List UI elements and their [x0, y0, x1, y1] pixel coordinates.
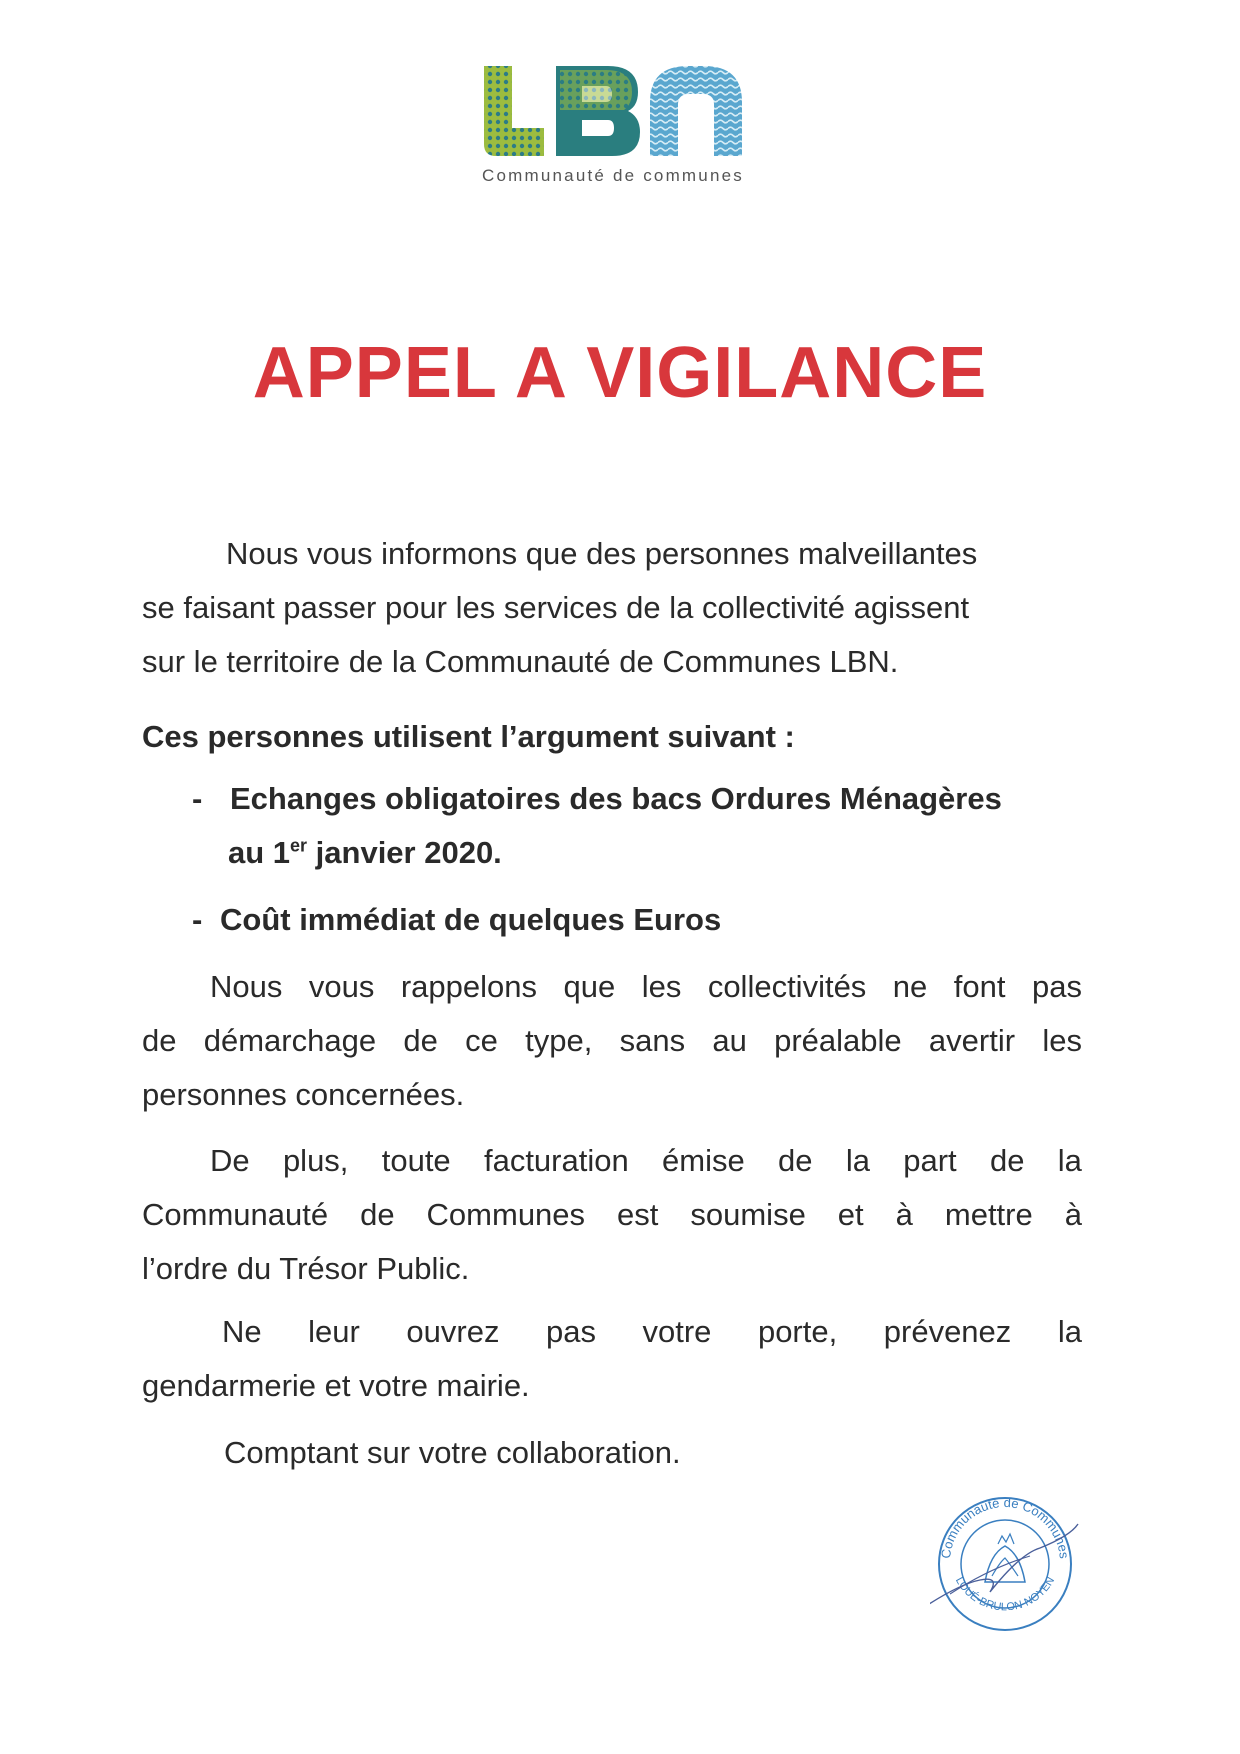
bullet-item-bins-exchange [192, 772, 1072, 880]
billing-line-3: l’ordre du Trésor Public. [142, 1251, 470, 1286]
bullet-1-text: Echanges obligatoires des bacs Ordures Ménagères [230, 781, 1002, 816]
word: la [1057, 1143, 1082, 1178]
word: facturation [483, 1143, 629, 1178]
advice-line-1 [142, 1305, 1082, 1359]
word: mettre [944, 1197, 1033, 1232]
intro-line-1-text: Nous vous informons que des personnes malveillantes [226, 536, 978, 571]
svg-text:Communauté de Communes [938, 1495, 1072, 1560]
word: que [563, 969, 616, 1004]
advice-paragraph [142, 1305, 1082, 1413]
billing-line-1 [142, 1134, 1082, 1188]
word: pas [545, 1314, 596, 1349]
word: rappelons [400, 969, 537, 1004]
intro-line-3: sur le territoire de la Communauté de Communes LBN. [142, 644, 899, 679]
word: de [403, 1023, 438, 1058]
intro-line-1 [142, 527, 1082, 581]
stamp-top-text: Communauté de Communes [938, 1494, 1072, 1560]
word: sans [619, 1023, 686, 1058]
bullet-dash: - [192, 781, 203, 816]
word: De [210, 1143, 250, 1178]
word: toute [381, 1143, 451, 1178]
official-stamp [930, 1484, 1080, 1634]
word: à [895, 1197, 913, 1232]
word: prévenez [883, 1314, 1012, 1349]
reminder-line-1 [142, 960, 1082, 1014]
reminder-line-3: personnes concernées. [142, 1077, 465, 1112]
word: vous [308, 969, 375, 1004]
argument-intro: Ces personnes utilisent l’argument suivant : [142, 719, 795, 754]
word: à [1064, 1197, 1082, 1232]
svg-text:LOUÉ-BRULON-NOYEN [953, 1575, 1057, 1613]
word: et [837, 1197, 864, 1232]
word: est [617, 1197, 659, 1232]
word: Ne [222, 1314, 262, 1349]
billing-line-2 [142, 1188, 1082, 1242]
word: les [641, 969, 682, 1004]
word: leur [308, 1314, 360, 1349]
closing-line: Comptant sur votre collaboration. [224, 1435, 681, 1470]
word: collectivités [707, 969, 867, 1004]
word: les [1042, 1023, 1082, 1058]
stamp-bottom-text: LOUÉ-BRULON-NOYEN [952, 1575, 1058, 1614]
bullet-1-line-1 [192, 772, 1072, 826]
word: de [989, 1143, 1025, 1178]
bullet-2-text: Coût immédiat de quelques Euros [220, 902, 722, 937]
word: plus, [282, 1143, 349, 1178]
word: Communes [426, 1197, 586, 1232]
word: émise [662, 1143, 745, 1178]
word: soumise [690, 1197, 806, 1232]
bullet-1-date-pre: au 1 [228, 835, 291, 870]
word: part [903, 1143, 957, 1178]
word: démarchage [203, 1023, 377, 1058]
advice-line-2: gendarmerie et votre mairie. [142, 1368, 530, 1403]
stamp-seal [930, 1484, 1080, 1634]
word: Communauté [142, 1197, 329, 1232]
word: ne [892, 969, 928, 1004]
word: font [953, 969, 1006, 1004]
word: de [142, 1023, 177, 1058]
intro-line-2: se faisant passer pour les services de la collectivité agissent [142, 590, 970, 625]
word: de [778, 1143, 813, 1178]
lbn-logo [478, 62, 748, 192]
word: type, [525, 1023, 593, 1058]
bullet-1-line-2 [192, 826, 1072, 880]
word: ouvrez [406, 1314, 500, 1349]
word: la [845, 1143, 870, 1178]
word: au [712, 1023, 747, 1058]
bullet-dash: - [192, 902, 203, 937]
word: pas [1031, 969, 1082, 1004]
word: de [360, 1197, 395, 1232]
reminder-line-2 [142, 1014, 1082, 1068]
word: porte, [757, 1314, 838, 1349]
lbn-logo-mark [478, 62, 748, 162]
reminder-paragraph [142, 960, 1082, 1122]
word: avertir [928, 1023, 1016, 1058]
billing-paragraph [142, 1134, 1082, 1296]
bullet-1-date-sup: er [290, 835, 308, 856]
page-title: APPEL A VIGILANCE [252, 333, 988, 413]
logo-subtitle: Communauté de communes [482, 166, 744, 185]
word: ce [465, 1023, 498, 1058]
word: votre [642, 1314, 712, 1349]
word: la [1057, 1314, 1082, 1349]
word: préalable [774, 1023, 902, 1058]
bullet-1-date-post: janvier 2020. [307, 835, 502, 870]
bullet-item-cost [192, 893, 1072, 947]
intro-paragraph [142, 527, 1082, 689]
word: Nous [210, 969, 283, 1004]
